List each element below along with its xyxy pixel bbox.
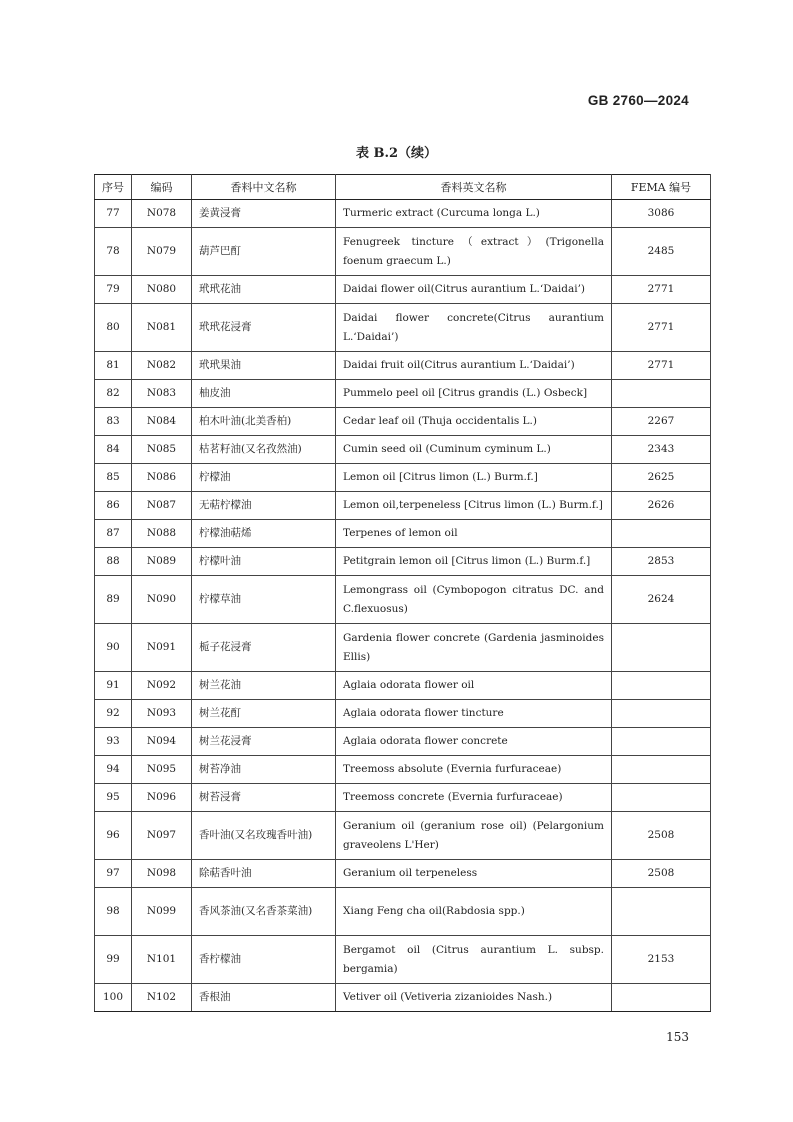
row-code: N096	[132, 784, 192, 812]
row-en-name: Pummelo peel oil [Citrus grandis (L.) Osbeck]	[336, 380, 612, 408]
row-en-name: Xiang Feng cha oil(Rabdosia spp.)	[336, 888, 612, 936]
row-fema: 2508	[612, 860, 711, 888]
row-fema	[612, 728, 711, 756]
row-en-name: Daidai flower concrete(Citrus aurantium L.‘Daidai’)	[336, 304, 612, 352]
header-code: 编码	[132, 175, 192, 200]
row-fema: 2485	[612, 228, 711, 276]
row-en-name: Daidai flower oil(Citrus aurantium L.‘Daidai’)	[336, 276, 612, 304]
row-fema	[612, 784, 711, 812]
row-en-name: Treemoss absolute (Evernia furfuraceae)	[336, 756, 612, 784]
table-row	[95, 700, 711, 728]
row-fema: 2153	[612, 936, 711, 984]
row-cn-name: 树苔浸膏	[192, 784, 336, 812]
row-cn-name: 香根油	[192, 984, 336, 1012]
row-cn-name: 栀子花浸膏	[192, 624, 336, 672]
row-code: N099	[132, 888, 192, 936]
row-en-name: Terpenes of lemon oil	[336, 520, 612, 548]
table-row	[95, 464, 711, 492]
row-fema: 2343	[612, 436, 711, 464]
row-code: N088	[132, 520, 192, 548]
row-en-name: Lemongrass oil (Cymbopogon citratus DC. and C.flexuosus)	[336, 576, 612, 624]
row-fema	[612, 756, 711, 784]
row-code: N083	[132, 380, 192, 408]
row-en-name: Geranium oil (geranium rose oil) (Pelargonium graveolens L'Her)	[336, 812, 612, 860]
row-fema: 2771	[612, 352, 711, 380]
row-seq: 86	[95, 492, 132, 520]
table-row	[95, 576, 711, 624]
row-code: N084	[132, 408, 192, 436]
row-code: N101	[132, 936, 192, 984]
table-row	[95, 624, 711, 672]
row-fema: 3086	[612, 200, 711, 228]
row-en-name: Aglaia odorata flower tincture	[336, 700, 612, 728]
row-seq: 97	[95, 860, 132, 888]
row-en-name: Geranium oil terpeneless	[336, 860, 612, 888]
row-cn-name: 树兰花酊	[192, 700, 336, 728]
row-cn-name: 葫芦巴酊	[192, 228, 336, 276]
row-seq: 77	[95, 200, 132, 228]
header-en-name: 香料英文名称	[336, 175, 612, 200]
row-en-name: Bergamot oil (Citrus aurantium L. subsp. bergamia)	[336, 936, 612, 984]
row-en-name: Cedar leaf oil (Thuja occidentalis L.)	[336, 408, 612, 436]
row-seq: 96	[95, 812, 132, 860]
row-code: N078	[132, 200, 192, 228]
row-seq: 82	[95, 380, 132, 408]
row-fema	[612, 380, 711, 408]
row-cn-name: 姜黄浸膏	[192, 200, 336, 228]
row-code: N092	[132, 672, 192, 700]
row-seq: 92	[95, 700, 132, 728]
row-en-name: Vetiver oil (Vetiveria zizanioides Nash.)	[336, 984, 612, 1012]
table-row	[95, 436, 711, 464]
row-cn-name: 玳玳花浸膏	[192, 304, 336, 352]
row-seq: 100	[95, 984, 132, 1012]
row-code: N081	[132, 304, 192, 352]
row-en-name: Daidai fruit oil(Citrus aurantium L.‘Daidai’)	[336, 352, 612, 380]
row-seq: 84	[95, 436, 132, 464]
row-seq: 91	[95, 672, 132, 700]
row-code: N102	[132, 984, 192, 1012]
table-row	[95, 352, 711, 380]
row-seq: 93	[95, 728, 132, 756]
row-code: N087	[132, 492, 192, 520]
row-code: N097	[132, 812, 192, 860]
flavor-table	[94, 174, 711, 1012]
row-code: N089	[132, 548, 192, 576]
row-seq: 87	[95, 520, 132, 548]
row-fema: 2853	[612, 548, 711, 576]
row-seq: 80	[95, 304, 132, 352]
row-en-name: Fenugreek tincture（extract）(Trigonella foenum graecum L.)	[336, 228, 612, 276]
row-seq: 78	[95, 228, 132, 276]
row-fema: 2625	[612, 464, 711, 492]
row-code: N090	[132, 576, 192, 624]
row-en-name: Turmeric extract (Curcuma longa L.)	[336, 200, 612, 228]
header-fema: FEMA 编号	[612, 175, 711, 200]
row-code: N079	[132, 228, 192, 276]
table-row	[95, 520, 711, 548]
row-cn-name: 树兰花油	[192, 672, 336, 700]
table-row	[95, 888, 711, 936]
row-cn-name: 香柠檬油	[192, 936, 336, 984]
row-cn-name: 柠檬叶油	[192, 548, 336, 576]
row-en-name: Cumin seed oil (Cuminum cyminum L.)	[336, 436, 612, 464]
row-fema: 2267	[612, 408, 711, 436]
table-row	[95, 304, 711, 352]
table-row	[95, 728, 711, 756]
header-seq: 序号	[95, 175, 132, 200]
row-fema	[612, 624, 711, 672]
table-row	[95, 276, 711, 304]
row-seq: 81	[95, 352, 132, 380]
table-row	[95, 812, 711, 860]
row-fema	[612, 888, 711, 936]
header-cn-name: 香料中文名称	[192, 175, 336, 200]
row-cn-name: 柏木叶油(北美香柏)	[192, 408, 336, 436]
row-seq: 89	[95, 576, 132, 624]
row-seq: 88	[95, 548, 132, 576]
table-title: 表 B.2（续）	[355, 146, 438, 161]
row-en-name: Petitgrain lemon oil [Citrus limon (L.) Burm.f.]	[336, 548, 612, 576]
row-en-name: Gardenia flower concrete (Gardenia jasminoides Ellis)	[336, 624, 612, 672]
row-fema: 2624	[612, 576, 711, 624]
page-number: 153	[666, 1030, 689, 1044]
row-code: N095	[132, 756, 192, 784]
row-code: N094	[132, 728, 192, 756]
row-cn-name: 柠檬油	[192, 464, 336, 492]
row-cn-name: 柠檬油萜烯	[192, 520, 336, 548]
table-row	[95, 492, 711, 520]
table-row	[95, 936, 711, 984]
row-en-name: Lemon oil [Citrus limon (L.) Burm.f.]	[336, 464, 612, 492]
row-fema: 2508	[612, 812, 711, 860]
table-row	[95, 200, 711, 228]
row-seq: 83	[95, 408, 132, 436]
row-code: N093	[132, 700, 192, 728]
table-header-row	[95, 175, 711, 200]
row-cn-name: 除萜香叶油	[192, 860, 336, 888]
row-fema	[612, 672, 711, 700]
table-row	[95, 756, 711, 784]
row-seq: 79	[95, 276, 132, 304]
row-seq: 90	[95, 624, 132, 672]
table-row	[95, 548, 711, 576]
row-en-name: Lemon oil,terpeneless [Citrus limon (L.) Burm.f.]	[336, 492, 612, 520]
row-fema: 2626	[612, 492, 711, 520]
row-seq: 98	[95, 888, 132, 936]
table-row	[95, 672, 711, 700]
row-seq: 94	[95, 756, 132, 784]
table-row	[95, 228, 711, 276]
row-fema	[612, 984, 711, 1012]
table-row	[95, 380, 711, 408]
row-code: N082	[132, 352, 192, 380]
row-cn-name: 柚皮油	[192, 380, 336, 408]
table-row	[95, 408, 711, 436]
row-en-name: Treemoss concrete (Evernia furfuraceae)	[336, 784, 612, 812]
row-cn-name: 玳玳花油	[192, 276, 336, 304]
table-row	[95, 860, 711, 888]
row-cn-name: 柠檬草油	[192, 576, 336, 624]
row-cn-name: 树兰花浸膏	[192, 728, 336, 756]
row-seq: 99	[95, 936, 132, 984]
row-cn-name: 香叶油(又名玫瑰香叶油)	[192, 812, 336, 860]
row-cn-name: 香风茶油(又名香茶菜油)	[192, 888, 336, 936]
row-cn-name: 枯茗籽油(又名孜然油)	[192, 436, 336, 464]
row-seq: 95	[95, 784, 132, 812]
table-body	[95, 200, 711, 1012]
row-code: N080	[132, 276, 192, 304]
table-row	[95, 984, 711, 1012]
row-fema	[612, 700, 711, 728]
row-en-name: Aglaia odorata flower concrete	[336, 728, 612, 756]
row-seq: 85	[95, 464, 132, 492]
row-cn-name: 无萜柠檬油	[192, 492, 336, 520]
row-fema: 2771	[612, 304, 711, 352]
row-code: N098	[132, 860, 192, 888]
row-code: N091	[132, 624, 192, 672]
row-en-name: Aglaia odorata flower oil	[336, 672, 612, 700]
row-code: N085	[132, 436, 192, 464]
table-row	[95, 784, 711, 812]
row-cn-name: 树苔净油	[192, 756, 336, 784]
standard-code: GB 2760—2024	[587, 93, 689, 108]
row-code: N086	[132, 464, 192, 492]
row-cn-name: 玳玳果油	[192, 352, 336, 380]
row-fema	[612, 520, 711, 548]
row-fema: 2771	[612, 276, 711, 304]
